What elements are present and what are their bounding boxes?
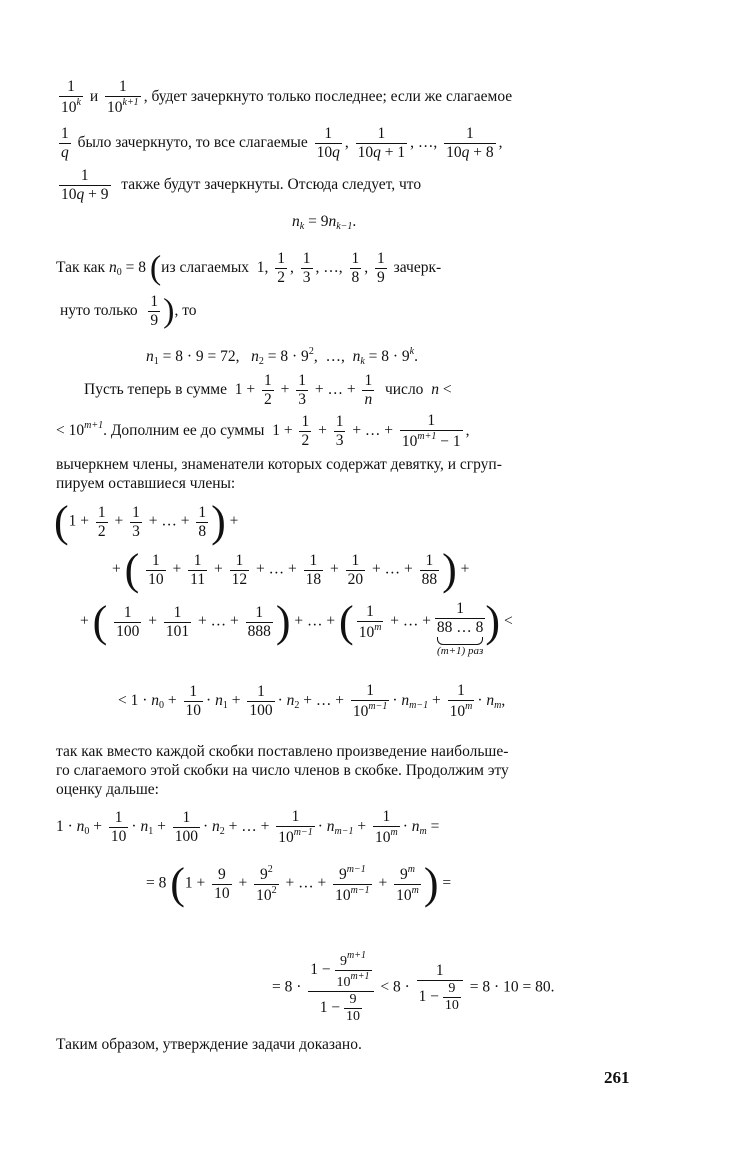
fraction: $\frac{1}{2}$ (301, 413, 310, 449)
page-number: 261 (604, 1068, 630, 1087)
fraction: $\frac{1}{10^{k+1}}$ (107, 78, 139, 116)
fraction: $\frac{1}{9}$ (150, 293, 159, 329)
fraction: $\frac{1}{9}$ (377, 250, 385, 286)
fraction: $\frac{1}{10^m}$ (375, 808, 398, 846)
fraction: $\frac{1}{888}$ (247, 603, 271, 640)
fraction: $\frac{1}{10q + 1}$ (357, 125, 406, 161)
word: зачерк- (393, 258, 442, 276)
text-line: $\frac{1}{10^k}$ и $\frac{1}{10^{k+1}}$ , будет зачеркнуто только последнее; если же слагаемое (61, 78, 513, 116)
word: из слагаемых (161, 258, 250, 276)
fraction: $\frac{9^{m-1}}{10^{m-1}}$ (335, 863, 370, 904)
fraction: $\frac{9}{10}$ (214, 865, 230, 902)
formula: (1 + $\frac{1}{2}$ + $\frac{1}{3}$ + … + $\frac{1}{8}$ ) + (54, 497, 239, 546)
fraction: 1 − $\frac{9^{m+1}}{10^{m+1}}$ 1 − $\frac{9}{10}$ (308, 950, 373, 1025)
fraction: $\frac{1}{101}$ (165, 603, 190, 640)
fraction: $\frac{1}{10q + 9}$ (61, 167, 109, 203)
word: и (89, 87, 99, 105)
formula: + ( $\frac{1}{10}$ + $\frac{1}{11}$ + $\frac{1}{12}$ + … + $\frac{1}{18}$ + $\frac{1}{20}$ + … + $\frac{1}{88}$ ) + (112, 545, 470, 594)
formula: = 8 · 1 − $\frac{9^{m+1}}{10^{m+1}}$ 1 − $\frac{9}{10}$ < 8 · 1 1 − $\frac{9}{10}$ = 8 · 10 = 80. (272, 950, 555, 1025)
text-line: так как вместо каждой скобки поставлено произведение наибольше- (56, 743, 509, 760)
fraction: 1 1 − $\frac{9}{10}$ (417, 962, 463, 1014)
text-line: вычеркнем члены, знаменатели которых содержат девятку, и сгруп- (56, 456, 502, 473)
formula: $1 \cdot n_0$ + $\frac{1}{10}$ · $n_1$ + $\frac{1}{100}$ · $n_2$ + … + $\frac{1}{10^{m-1}}$ · $n_{m-1}$ + $\frac{1}{10^m}$ · $n_m$ = (56, 808, 440, 846)
fraction: $\frac{1}{10}$ (185, 683, 202, 719)
paragraph-text: Пусть теперь в сумме (84, 380, 227, 398)
fraction: $\frac{1}{10^k}$ (61, 78, 81, 116)
fraction: $\frac{1}{10^{m-1}}$ (352, 682, 388, 720)
fraction: $\frac{1}{10}$ (148, 551, 164, 588)
fraction: $\frac{1}{10^m}$ (358, 602, 382, 641)
conclusion-text: Таким образом, утверждение задачи доказано. (56, 1036, 362, 1053)
fraction: $\frac{1}{8}$ (198, 503, 207, 540)
fraction: $\frac{1}{10q}$ (316, 125, 340, 161)
fraction: $\frac{1}{2}$ (263, 372, 272, 408)
formula: $n_k = 9n_{k-1}$. (292, 213, 357, 232)
fraction: $\frac{1}{11}$ (190, 551, 206, 588)
fraction: $\frac{1}{3}$ (132, 503, 140, 540)
fraction: $\frac{1}{8}$ (351, 250, 360, 286)
text-line: оценку дальше: (56, 781, 159, 798)
fraction: $\frac{1}{q}$ (61, 125, 69, 161)
fraction: $\frac{1}{100}$ (116, 603, 140, 640)
word: число (384, 380, 424, 398)
word: нуто только (60, 301, 138, 319)
text-line: пируем оставшиеся члены: (56, 475, 236, 492)
fraction: $\frac{1}{10^{m+1} - 1}$ (401, 412, 461, 450)
fraction: $\frac{9^2}{10^2}$ (256, 863, 277, 904)
fraction: $\frac{1}{3}$ (298, 372, 306, 408)
fraction: $\frac{1}{12}$ (231, 551, 248, 588)
text-line: Пусть теперь в сумме 1 + $\frac{1}{2}$ + $\frac{1}{3}$ + … + $\frac{1}{n}$ число n < (84, 372, 452, 408)
fraction: $\frac{1}{18}$ (305, 551, 322, 588)
word: Так как (56, 258, 106, 276)
fraction: $\frac{1}{100}$ (249, 683, 273, 719)
fraction: $\frac{1}{3}$ (302, 250, 311, 286)
formula: + ( $\frac{1}{100}$ + $\frac{1}{101}$ + … + $\frac{1}{888}$ ) + … + ( $\frac{1}{10^m}$ + … + $\frac{1}{88 \dots 8}$ (m+1) раз ) < (80, 597, 513, 657)
fraction: $\frac{1}{10}$ (110, 809, 127, 845)
text-line (56, 167, 741, 204)
fraction: $\frac{1}{n}$ (364, 372, 373, 408)
text-line: го слагаемого этой скобки на число членов в скобке. Продолжим эту (56, 762, 509, 779)
fraction: $\frac{1}{2}$ (97, 503, 106, 540)
formula: $n_1 = 8 \cdot 9 = 72$, $n_2 = 8 \cdot 9^2$, …, $n_k = 8 \cdot 9^k$. (146, 346, 418, 367)
formula: = 8 (1 + $\frac{9}{10}$ + $\frac{9^2}{10^2}$ + … + $\frac{9^{m-1}}{10^{m-1}}$ + $\frac{9^m}{10^m}$ ) = (146, 859, 452, 908)
paragraph-text: было зачеркнуто, то все слагаемые (77, 133, 308, 151)
fraction: $\frac{1}{2}$ (277, 250, 286, 286)
fraction: $\frac{1}{10^{m-1}}$ (278, 808, 313, 846)
fraction: $\frac{1}{3}$ (335, 413, 344, 449)
text-line: $\frac{1}{q}$ было зачеркнуто, то все слагаемые $\frac{1}{10q}$ , $\frac{1}{10q + 1}$ , …, $\frac{1}{10q + 8}$ , (61, 125, 503, 161)
word: то (182, 301, 197, 319)
fraction: $\frac{1}{100}$ (174, 809, 198, 845)
underbrace: $\frac{1}{88 \dots 8}$ (m+1) раз (436, 600, 484, 657)
paragraph-text: будет зачеркнуто только последнее; если же слагаемое (151, 87, 513, 105)
fraction: $\frac{1}{88}$ (421, 551, 438, 588)
fraction: $\frac{9^m}{10^m}$ (396, 863, 419, 904)
text-line: Так как $n_0 = 8$ (из слагаемых 1, $\frac{1}{2}$ , $\frac{1}{3}$ , …, $\frac{1}{8}$ , $\frac{1}{9}$ зачерк- (56, 249, 442, 287)
paragraph-text: также будут зачеркнуты. Отсюда следует, что (121, 175, 422, 193)
fraction: $\frac{1}{10^m}$ (449, 682, 473, 720)
paragraph-text: . Дополним ее до суммы (103, 421, 265, 439)
fraction: $\frac{1}{20}$ (347, 551, 364, 588)
text-line: < $10^{m+1}$. Дополним ее до суммы 1 + $\frac{1}{2}$ + $\frac{1}{3}$ + … + $\frac{1}{10^{m+1} - 1}$ , (56, 412, 470, 450)
fraction: $\frac{1}{10q + 8}$ (446, 125, 494, 161)
text-line: нуто только $\frac{1}{9}$ ), то (60, 292, 197, 330)
formula: < $1 \cdot n_0$ + $\frac{1}{10}$ · $n_1$ + $\frac{1}{100}$ · $n_2$ + … + $\frac{1}{10^{m-1}}$ · $n_{m-1}$ + $\frac{1}{10^m}$ · $n_m$, (118, 682, 506, 720)
